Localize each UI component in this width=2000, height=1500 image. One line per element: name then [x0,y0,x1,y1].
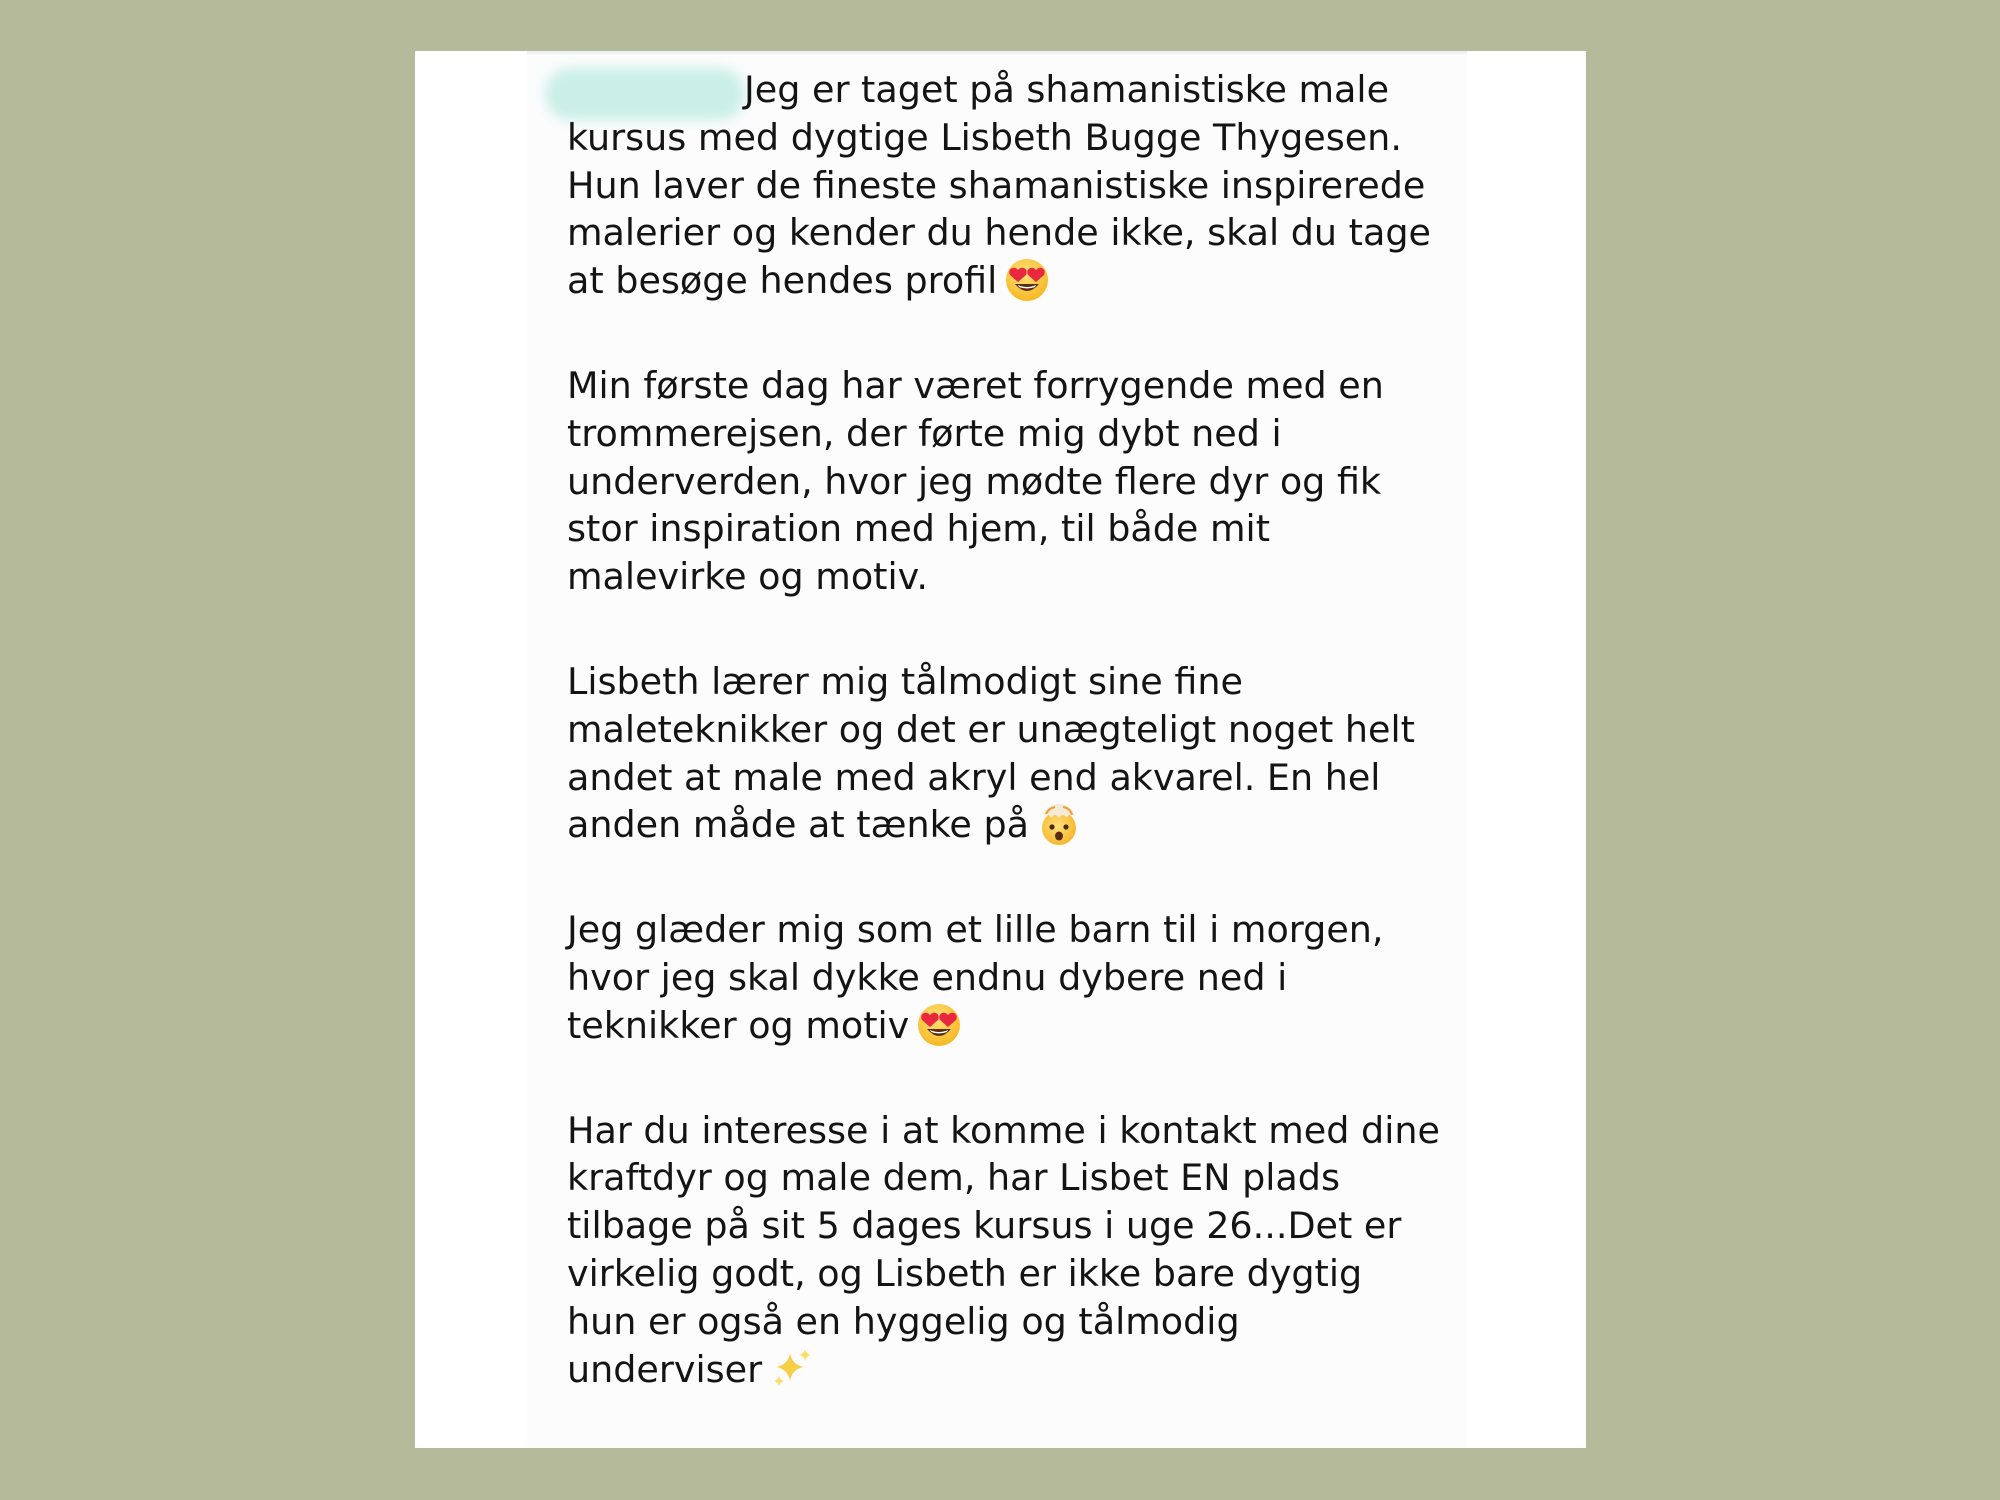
paragraph-5 [567,1107,1467,1394]
exploding-head-emoji-icon [1037,802,1081,846]
heart-eyes-emoji-icon [1005,258,1049,302]
paragraph-5-text: Har du interesse i at komme i kontakt med dine kraftdyr og male dem, har Lisbet EN plads tilbage på sit 5 dages kursus i uge 26...Det er virkelig godt, og Lisbeth er ikke bare dygtig hun er også en hyggelig og tålmodig underviser [567,1108,1440,1391]
paragraph-3-text: Lisbeth lærer mig tålmodigt sine fine maleteknikker og det er unægteligt noget helt andet at male med akryl end akvarel. En hel anden måde at tænke på [567,659,1415,847]
sparkles-emoji-icon [770,1347,814,1391]
paragraph-2 [567,362,1467,601]
heart-eyes-emoji-icon [917,1003,961,1047]
paragraph-1-text: Jeg er taget på shamanistiske male kursus med dygtige Lisbeth Bugge Thygesen. Hun laver de fineste shamanistiske inspirerede malerier og kender du hende ikke, skal du tage at besøge hendes profil [567,68,1431,303]
paragraph-1 [567,66,1467,305]
top-divider [527,51,1467,54]
paragraph-2-text: Min første dag har været forrygende med en trommerejsen, der førte mig dybt ned i underverden, hvor jeg mødte flere dyr og fik stor inspiration med hjem, til både mit malevirke og motiv. [567,363,1384,599]
paragraph-4-text: Jeg glæder mig som et lille barn til i morgen, hvor jeg skal dykke endnu dybere ned i teknikker og motiv [567,908,1384,1047]
paragraph-4 [567,906,1467,1049]
post-text [567,66,1467,1450]
paragraph-3 [567,658,1467,849]
